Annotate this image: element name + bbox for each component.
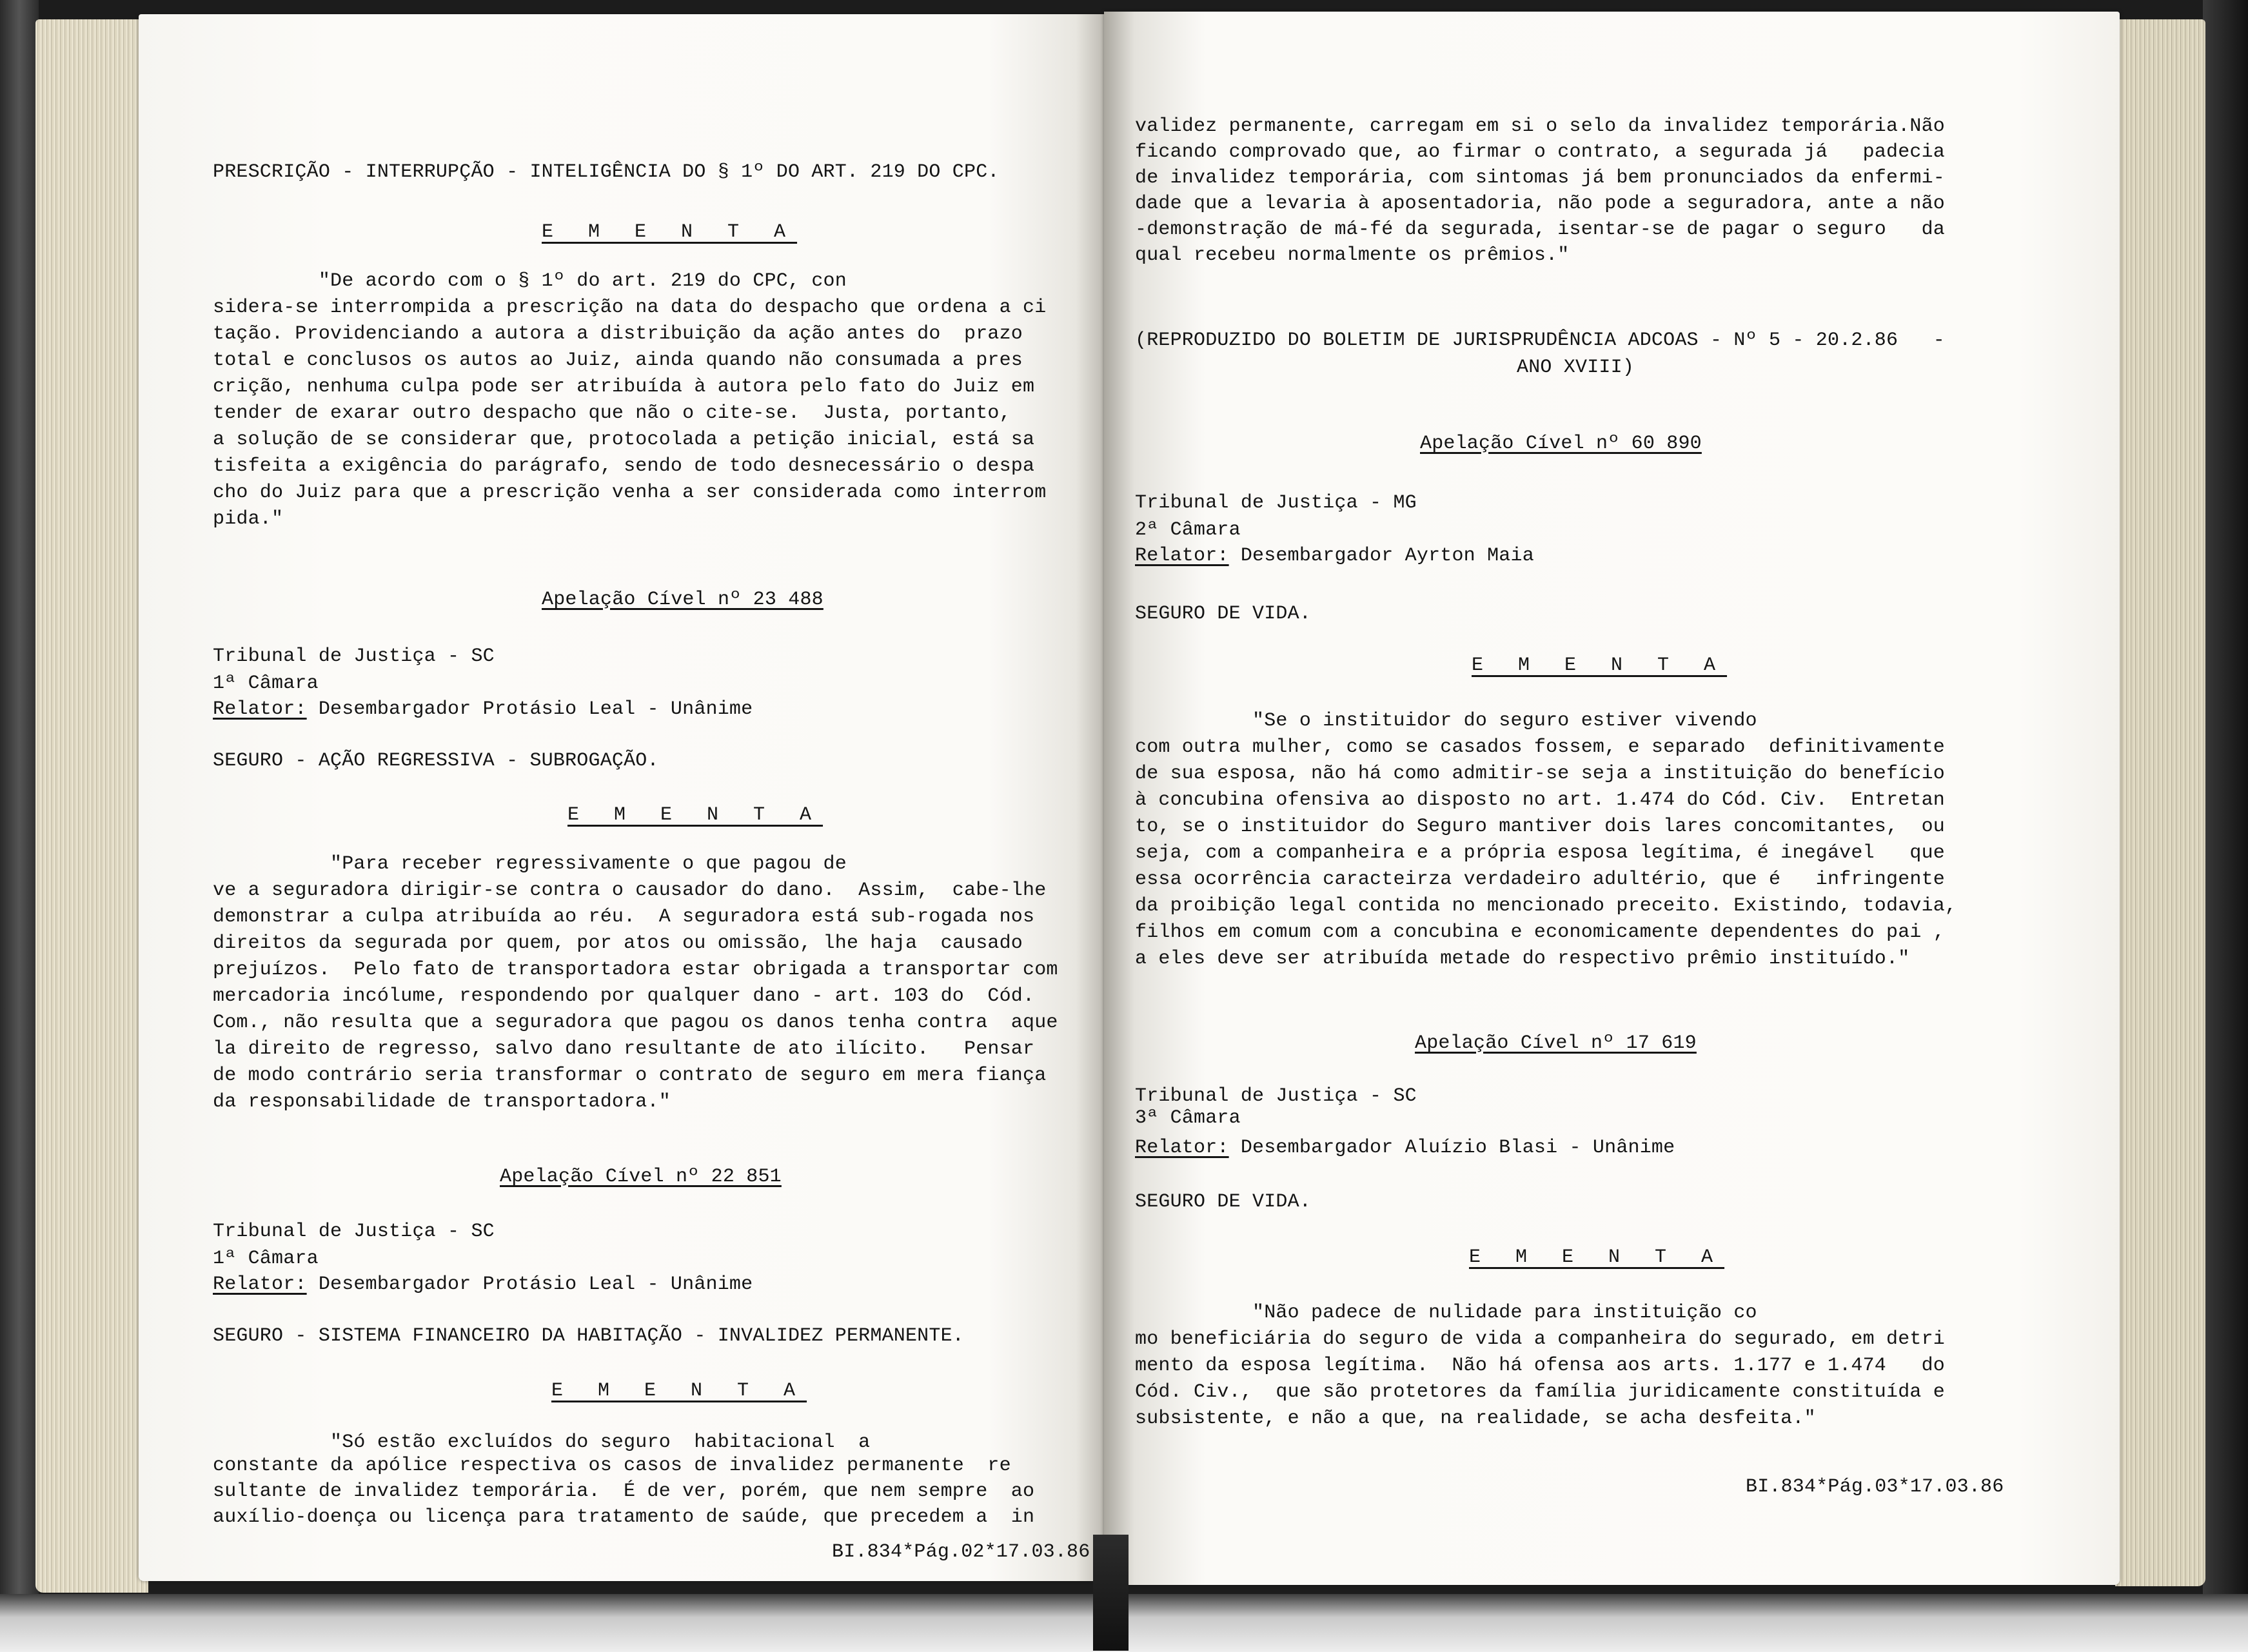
left-page-heading: PRESCRIÇÃO - INTERRUPÇÃO - INTELIGÊNCIA DO § 1º DO ART. 219 DO CPC. xyxy=(213,161,1000,183)
relator-label: Relator: xyxy=(213,1273,307,1295)
relator-label: Relator: xyxy=(1135,1137,1229,1159)
ementa-3-line: auxílio-doença ou licença para tratamento de saúde, que precedem a in xyxy=(213,1506,1035,1528)
case-court-2: Tribunal de Justiça - SC xyxy=(213,1221,495,1243)
background-left xyxy=(0,0,39,1652)
left-page xyxy=(139,14,1105,1581)
book-gutter xyxy=(1093,1535,1129,1651)
case-title-3: Apelação Cível nº 60 890 xyxy=(1420,433,1702,455)
case-relator-4 xyxy=(1135,1135,1675,1161)
background-right xyxy=(2203,0,2248,1652)
case-relator-1 xyxy=(213,696,753,723)
ementa-1-line: "De acordo com o § 1º do art. 219 do CPC, con xyxy=(213,270,847,292)
ementa-1-line: sidera-se interrompida a prescrição na data do despacho que ordena a ci xyxy=(213,297,1047,319)
ementa-2-line: de modo contrário seria transformar o contrato de seguro em mera fiança xyxy=(213,1065,1047,1087)
ementa-2-line: Com., não resulta que a seguradora que pagou os danos tenha contra aque xyxy=(213,1012,1058,1034)
ementa-4-line: da proibição legal contida no mencionado preceito. Existindo, todavia, xyxy=(1135,895,1957,917)
relator-name: Desembargador Protásio Leal - Unânime xyxy=(306,1273,753,1295)
case-court-3: Tribunal de Justiça - MG xyxy=(1135,492,1417,514)
ementa-2-line: mercadoria incólume, respondendo por qualquer dano - art. 103 do Cód. xyxy=(213,985,1035,1007)
page-footer-left: BI.834*Pág.02*17.03.86 xyxy=(832,1541,1090,1563)
case-title-1: Apelação Cível nº 23 488 xyxy=(542,589,823,611)
page-footer-right: BI.834*Pág.03*17.03.86 xyxy=(1746,1476,2004,1498)
ementa-1-line: tisfeita a exigência do parágrafo, sendo de todo desnecessário o despa xyxy=(213,455,1035,477)
ementa-4-line: to, se o instituidor do Seguro mantiver dois lares concomitantes, ou xyxy=(1135,816,1946,838)
relator-name: Desembargador Aluízio Blasi - Unânime xyxy=(1228,1137,1675,1159)
ementa-3-line: constante da apólice respectiva os casos de invalidez permanente re xyxy=(213,1455,1011,1477)
ementa-4-line: à concubina ofensiva ao disposto no art. 1.474 do Cód. Civ. Entretan xyxy=(1135,789,1946,811)
ementa-5-line: subsistente, e não a que, na realidade, se acha desfeita." xyxy=(1135,1408,1816,1430)
ementa-4-line: com outra mulher, como se casados fossem, e separado definitivamente xyxy=(1135,736,1946,758)
case-chamber-4: 3ª Câmara xyxy=(1135,1107,1241,1129)
continuation-line: ficando comprovado que, ao firmar o contrato, a segurada já padecia xyxy=(1135,141,1946,163)
ementa-2-line: demonstrar a culpa atribuída ao réu. A seguradora está sub-rogada nos xyxy=(213,906,1035,928)
relator-label: Relator: xyxy=(1135,545,1229,567)
ementa-4-line: de sua esposa, não há como admitir-se seja a instituição do benefício xyxy=(1135,763,1946,785)
book-page-edges-right xyxy=(2115,19,2205,1586)
ementa-2-line: "Para receber regressivamente o que pagou de xyxy=(213,853,847,875)
ementa-2-line: prejuízos. Pelo fato de transportadora estar obrigada a transportar com xyxy=(213,959,1058,981)
ementa-5-line: mento da esposa legítima. Não há ofensa aos arts. 1.177 e 1.474 do xyxy=(1135,1355,1946,1377)
case-chamber-2: 1ª Câmara xyxy=(213,1248,319,1270)
ementa-2-line: direitos da segurada por quem, por atos ou omissão, lhe haja causado xyxy=(213,932,1023,954)
relator-name: Desembargador Ayrton Maia xyxy=(1228,545,1534,567)
ementa-4-line: filhos em comum com a concubina e economicamente dependentes do pai , xyxy=(1135,921,1946,943)
ementa-label-3: E M E N T A xyxy=(551,1380,807,1402)
case-chamber-3: 2ª Câmara xyxy=(1135,519,1241,541)
book-page-edges-left xyxy=(35,19,148,1593)
continuation-line: qual recebeu normalmente os prêmios." xyxy=(1135,244,1570,266)
reproduced-note-line-2: ANO XVIII) xyxy=(1517,357,1635,379)
case-relator-2 xyxy=(213,1272,753,1298)
ementa-4-line: "Se o instituidor do seguro estiver vivendo xyxy=(1135,710,1757,732)
case-title-2: Apelação Cível nº 22 851 xyxy=(500,1166,782,1188)
ementa-1-line: total e conclusos os autos ao Juiz, ainda quando não consumada a pres xyxy=(213,349,1023,371)
reproduced-note-line-1: (REPRODUZIDO DO BOLETIM DE JURISPRUDÊNCIA ADCOAS - Nº 5 - 20.2.86 - xyxy=(1135,329,1946,351)
ementa-1-line: cho do Juiz para que a prescrição venha a ser considerada como interrom xyxy=(213,482,1047,504)
ementa-3-line: sultante de invalidez temporária. É de ver, porém, que nem sempre ao xyxy=(213,1480,1035,1502)
continuation-line: -demonstração de má-fé da segurada, isentar-se de pagar o seguro da xyxy=(1135,219,1946,241)
continuation-line: validez permanente, carregam em si o selo da invalidez temporária.Não xyxy=(1135,115,1946,137)
ementa-1-line: tender de exarar outro despacho que não o cite-se. Justa, portanto, xyxy=(213,402,1011,424)
ementa-1-line: crição, nenhuma culpa pode ser atribuída à autora pelo fato do Juiz em xyxy=(213,376,1035,398)
ementa-label-5: E M E N T A xyxy=(1469,1246,1725,1268)
ementa-label-1: E M E N T A xyxy=(542,221,798,243)
ementa-1-line: tação. Providenciando a autora a distribuição da ação antes do prazo xyxy=(213,323,1023,345)
ementa-label-2: E M E N T A xyxy=(567,804,823,826)
case-subject-3: SEGURO DE VIDA. xyxy=(1135,603,1312,625)
relator-label: Relator: xyxy=(213,698,307,720)
case-subject-1: SEGURO - AÇÃO REGRESSIVA - SUBROGAÇÃO. xyxy=(213,750,659,772)
relator-name: Desembargador Protásio Leal - Unânime xyxy=(306,698,753,720)
ementa-3-line: "Só estão excluídos do seguro habitacional a xyxy=(213,1431,871,1453)
ementa-1-line: pida." xyxy=(213,508,284,530)
case-subject-4: SEGURO DE VIDA. xyxy=(1135,1191,1312,1213)
case-subject-2: SEGURO - SISTEMA FINANCEIRO DA HABITAÇÃO - INVALIDEZ PERMANENTE. xyxy=(213,1325,964,1347)
ementa-5-line: "Não padece de nulidade para instituição co xyxy=(1135,1302,1757,1324)
continuation-line: dade que a levaria à aposentadoria, não pode a seguradora, ante a não xyxy=(1135,193,1946,215)
case-relator-3 xyxy=(1135,543,1534,569)
continuation-line: de invalidez temporária, com sintomas já bem pronunciados da enfermi- xyxy=(1135,167,1946,189)
ementa-5-line: mo beneficiária do seguro de vida a companheira do segurado, em detri xyxy=(1135,1328,1946,1350)
ementa-2-line: da responsabilidade de transportadora." xyxy=(213,1091,671,1113)
ementa-5-line: Cód. Civ., que são protetores da família juridicamente constituída e xyxy=(1135,1381,1946,1403)
case-title-4: Apelação Cível nº 17 619 xyxy=(1415,1032,1697,1054)
ementa-label-4: E M E N T A xyxy=(1472,654,1728,676)
case-chamber-1: 1ª Câmara xyxy=(213,673,319,694)
case-court-1: Tribunal de Justiça - SC xyxy=(213,645,495,667)
ementa-2-line: la direito de regresso, salvo dano resultante de ato ilícito. Pensar xyxy=(213,1038,1035,1060)
ementa-1-line: a solução de se considerar que, protocolada a petição inicial, está sa xyxy=(213,429,1035,451)
case-court-4: Tribunal de Justiça - SC xyxy=(1135,1085,1417,1107)
ementa-4-line: essa ocorrência caracteirza verdadeiro adultério, que é infringente xyxy=(1135,869,1946,890)
right-page xyxy=(1104,12,2120,1585)
ementa-4-line: a eles deve ser atribuída metade do respectivo prêmio instituído." xyxy=(1135,948,1910,970)
ementa-2-line: ve a seguradora dirigir-se contra o causador do dano. Assim, cabe-lhe xyxy=(213,880,1047,901)
ementa-4-line: seja, com a companheira e a própria esposa legítima, é inegável que xyxy=(1135,842,1946,864)
